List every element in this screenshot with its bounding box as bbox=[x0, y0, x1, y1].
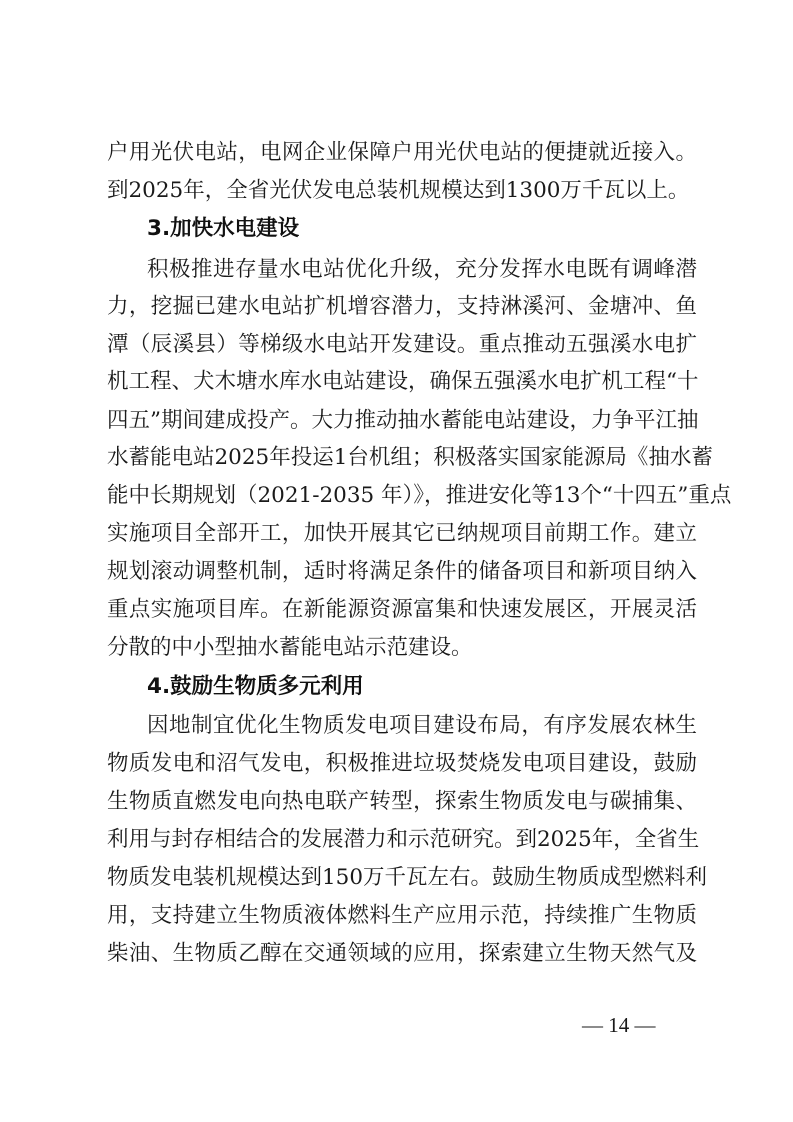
body-text-line: 户用光伏电站，电网企业保障户用光伏电站的便捷就近接入。 bbox=[107, 140, 697, 165]
page-number: — 14 — bbox=[582, 1013, 656, 1037]
section-heading: 3.加快水电建设 bbox=[147, 216, 300, 241]
body-text-line: 潭（辰溪县）等梯级水电站开发建设。重点推动五强溪水电扩 bbox=[107, 332, 697, 357]
body-text-line: 能中长期规划（2021-2035 年）》，推进安化等13个“十四五”重点 bbox=[107, 483, 732, 508]
body-text-line: 柴油、生物质乙醇在交通领域的应用，探索建立生物天然气及 bbox=[107, 941, 697, 966]
body-text-line: 力，挖掘已建水电站扩机增容潜力，支持淋溪河、金塘冲、鱼 bbox=[107, 294, 697, 319]
body-text-line: 机工程、犬木塘水库水电站建设，确保五强溪水电扩机工程“十 bbox=[107, 369, 699, 394]
body-text-line: 到2025年，全省光伏发电总装机规模达到1300万千瓦以上。 bbox=[107, 178, 690, 203]
body-text-line: 因地制宜优化生物质发电项目建设布局，有序发展农林生 bbox=[147, 713, 697, 738]
section-heading: 4.鼓励生物质多元利用 bbox=[147, 674, 364, 699]
body-text-line: 利用与封存相结合的发展潜力和示范研究。到2025年，全省生 bbox=[107, 827, 700, 852]
body-text-line: 实施项目全部开工，加快开展其它已纳规项目前期工作。建立 bbox=[107, 521, 697, 546]
body-text-line: 物质发电和沼气发电，积极推进垃圾焚烧发电项目建设，鼓励 bbox=[107, 751, 697, 776]
body-text-line: 水蓄能电站2025年投运1台机组；积极落实国家能源局《抽水蓄 bbox=[107, 445, 713, 470]
body-text-line: 用，支持建立生物质液体燃料生产应用示范，持续推广生物质 bbox=[107, 903, 697, 928]
body-text-line: 四五”期间建成投产。大力推动抽水蓄能电站建设，力争平江抽 bbox=[107, 408, 699, 433]
body-text-line: 规划滚动调整机制，适时将满足条件的储备项目和新项目纳入 bbox=[107, 559, 697, 584]
body-text-line: 生物质直燃发电向热电联产转型，探索生物质发电与碳捕集、 bbox=[107, 789, 697, 814]
body-text-line: 物质发电装机规模达到150万千瓦左右。鼓励生物质成型燃料利 bbox=[107, 865, 708, 890]
body-text-line: 重点实施项目库。在新能源资源富集和快速发展区，开展灵活 bbox=[107, 597, 697, 622]
body-text-line: 分散的中小型抽水蓄能电站示范建设。 bbox=[107, 635, 473, 660]
body-text-line: 积极推进存量水电站优化升级，充分发挥水电既有调峰潜 bbox=[147, 257, 697, 282]
